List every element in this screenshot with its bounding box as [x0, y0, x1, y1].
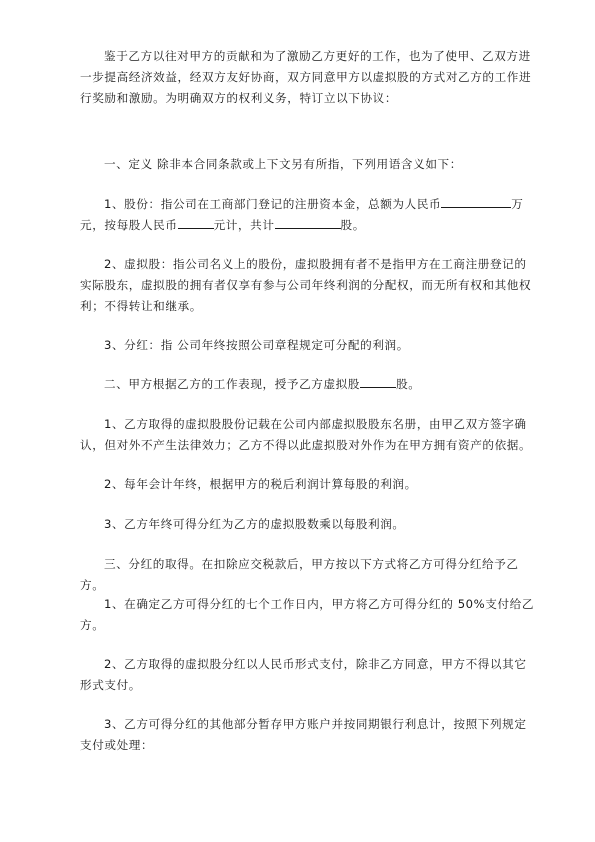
payment-timing-paragraph: 1、在确定乙方可得分红的七个工作日内，甲方将乙方可得分红的 50%支付给乙方。 — [80, 597, 535, 632]
definition-shares-text-3: 元计，共计 — [213, 218, 275, 232]
total-shares-blank — [275, 216, 341, 229]
registered-capital-blank — [441, 195, 511, 208]
payment-form-paragraph: 2、乙方取得的虚拟股分红以人民币形式支付，除非乙方同意，甲方不得以其它形式支付。 — [80, 657, 527, 692]
share-register-paragraph: 1、乙方取得的虚拟股股份记载在公司内部虚拟股股东名册，由甲乙双方签字确认，但对外不产生法律效力；乙方不得以此虚拟股对外作为在甲方拥有资产的依据。 — [80, 417, 532, 452]
definitions-heading: 一、定义 除非本合同条款或上下文另有所指，下列用语含义如下： — [104, 157, 462, 171]
preamble-paragraph: 鉴于乙方以往对甲方的贡献和为了激励乙方更好的工作，也为了使甲、乙双方进一步提高经济效益，经双方友好协商，双方同意甲方以虚拟股的方式对乙方的工作进行奖励和激励。为明确双方的权利义务，特订立以下协议： — [80, 49, 532, 105]
grant-shares-paragraph — [80, 374, 535, 395]
definition-virtual-shares-paragraph: 2、虚拟股：指公司名义上的股份，虚拟股拥有者不是指甲方在工商注册登记的实际股东，虚拟股的拥有者仅享有参与公司年终利润的分配权，而无所有权和其他权利；不得转让和继承。 — [80, 257, 532, 313]
dividend-payment-heading: 三、分红的取得。在扣除应交税款后，甲方按以下方式将乙方可得分红给予乙方。 — [80, 557, 519, 592]
remaining-dividend-paragraph: 3、乙方可得分红的其他部分暂存甲方账户并按同期银行利息计，按照下列规定支付或处理： — [80, 717, 527, 752]
grant-shares-text-2: 股。 — [396, 377, 421, 391]
grant-shares-text-1: 二、甲方根据乙方的工作表现，授予乙方虚拟股 — [104, 377, 361, 391]
price-per-share-blank — [178, 216, 214, 229]
definition-shares-text-4: 股。 — [340, 218, 365, 232]
granted-shares-blank — [360, 375, 396, 388]
profit-calculation-paragraph: 2、每年会计年终，根据甲方的税后利润计算每股的利润。 — [104, 477, 417, 491]
definition-shares-text-2: 万元，按每股人民币 — [80, 197, 524, 232]
definition-dividend-paragraph: 3、分红：指 公司年终按照公司章程规定可分配的利润。 — [104, 338, 409, 352]
dividend-formula-paragraph: 3、乙方年终可得分红为乙方的虚拟股数乘以每股利润。 — [104, 517, 405, 531]
definition-shares-text-1: 1、股份：指公司在工商部门登记的注册资本金，总额为人民币 — [104, 197, 442, 211]
definition-shares-paragraph — [80, 194, 535, 236]
